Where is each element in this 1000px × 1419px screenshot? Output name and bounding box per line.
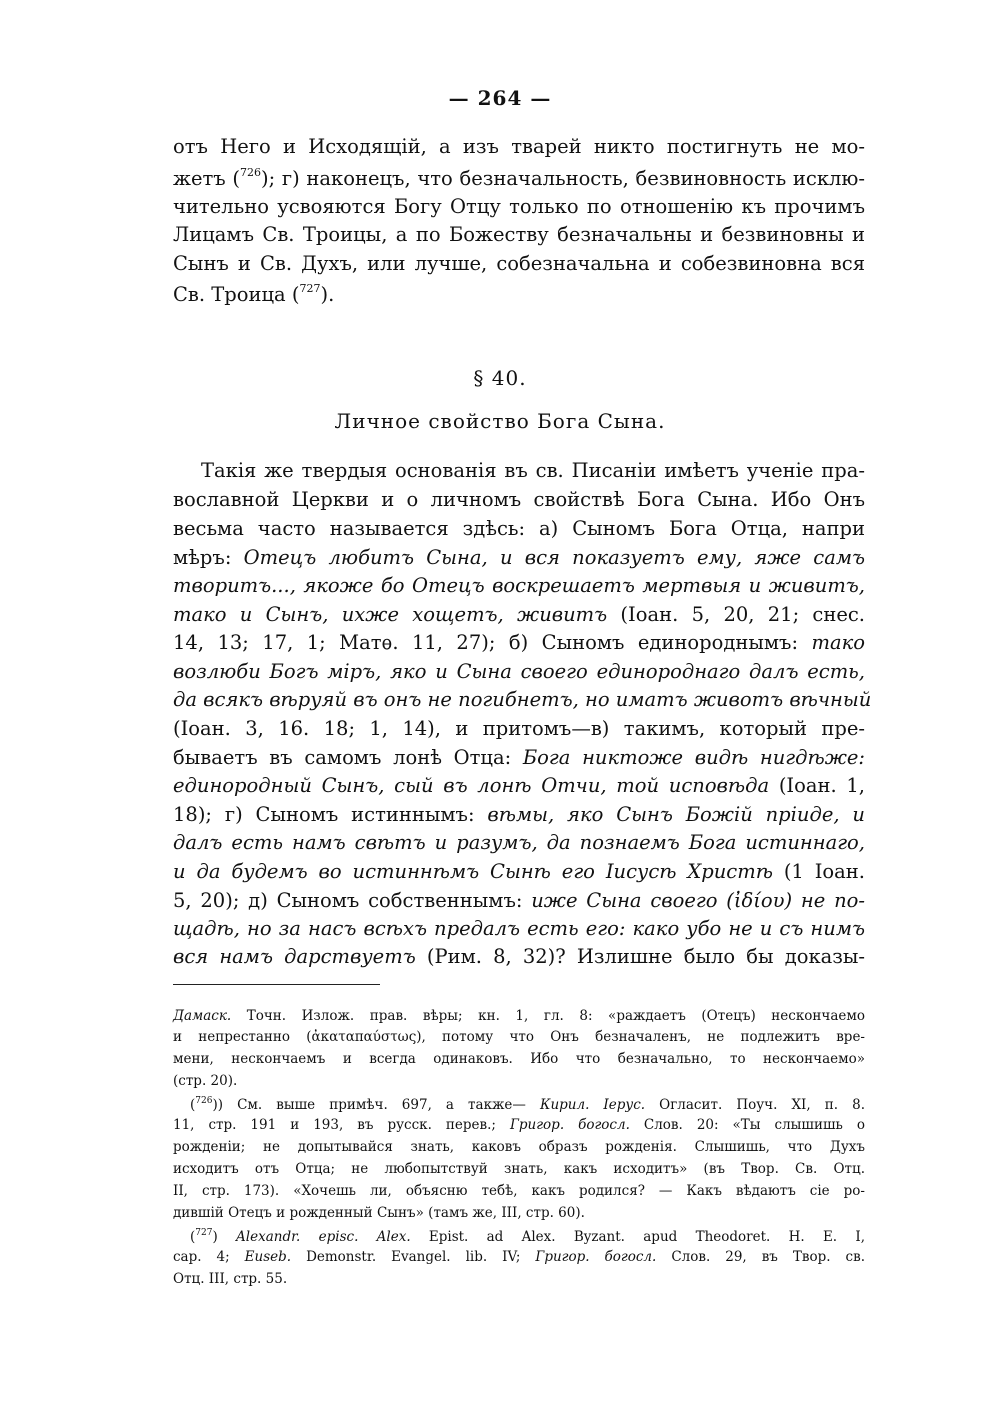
text-line	[173, 576, 865, 596]
footnote-number: 727	[195, 1228, 213, 1238]
text: мѣръ:	[173, 546, 244, 569]
text: Огласит. Поуч. XI, п. 8.	[645, 1097, 865, 1113]
text-line	[173, 519, 865, 539]
author-name: Кирил. Іерус.	[540, 1097, 646, 1113]
quote-text: и да будемъ во истиннѣмъ Сынѣ его Іисусѣ Христѣ	[173, 860, 773, 883]
text: вославной Церкви и о личномъ свойствѣ Бога Сына. Ибо Онъ	[173, 488, 865, 511]
footnote-line	[173, 1075, 865, 1089]
text: чительно усвояются Богу Отцу только по отношенію къ прочимъ	[173, 195, 865, 218]
footnote-number: 726	[195, 1096, 213, 1106]
section-number: § 40.	[473, 366, 527, 390]
text: (Іоан. 3, 16. 18; 1, 14), и притомъ—в) такимъ, который пре-	[173, 717, 865, 740]
quote-text: Бога никтоже видѣ нигдѣже:	[522, 746, 866, 769]
text: (Іоан. 5, 20, 21; снес.	[607, 603, 865, 626]
text-line	[173, 548, 865, 568]
text: 11, стр. 191 и 193, въ русск. перев.;	[173, 1117, 510, 1133]
footnote-ref: 726	[240, 166, 261, 179]
text: отъ Него и Исходящій, а изъ тварей никто постигнуть не мо-	[173, 135, 865, 158]
text: Слов. 29, въ Твор. св.	[656, 1249, 865, 1265]
text-line	[173, 167, 865, 189]
quote-text: творитъ..., якоже бо Отецъ воскрешаетъ мертвыя и живитъ,	[173, 574, 865, 597]
text: 14, 13; 17, 1; Матѳ. 11, 27); б) Сыномъ единороднымъ:	[173, 631, 812, 654]
text: (Іоан. 1,	[769, 774, 866, 797]
footnote-line	[173, 1141, 865, 1155]
quote-text: иже Сына своего (ἰδίου) не по-	[531, 889, 865, 912]
footnote-line	[173, 1010, 865, 1024]
text-line	[173, 833, 865, 853]
text-line	[173, 605, 865, 625]
text-line	[173, 137, 865, 157]
quote-text: далъ есть намъ свѣтъ и разумъ, да познаемъ Бога истиннаго,	[173, 831, 865, 854]
text: (Рим. 8, 32)? Излишне было бы доказы-	[415, 945, 866, 968]
text-line	[173, 947, 865, 967]
footnote-line: ($^{727}$) Alexandr. episc. Alex. Epist. ad Alex. Byzant. apud Theodoret. H. E. I,	[190, 1228, 865, 1245]
footnote-line	[173, 1031, 865, 1045]
quote-text: тако и Сынъ, ихже хощетъ, живитъ	[173, 603, 608, 626]
text-line	[173, 891, 865, 911]
text: Св. Троица (	[173, 283, 300, 306]
text: Demonstr. Evangel. lib. IV;	[291, 1249, 536, 1265]
text: Сынъ и Св. Духъ, или лучше, собезначальна и собезвиновна вся	[173, 252, 865, 275]
text: (	[190, 1097, 196, 1113]
footnote-line	[173, 1185, 865, 1199]
text: ) См. выше примѣч. 697, а также—	[217, 1097, 540, 1113]
text: дившій Отецъ и рожденный Сынъ» (тамъ же, III, стр. 60).	[173, 1205, 585, 1221]
quote-text: Отецъ любитъ Сына, и вся показуетъ ему, яже самъ	[243, 546, 865, 569]
footnote-line	[173, 1163, 865, 1177]
text: Epist. ad Alex. Byzant. apud Theodoret. H. E. I,	[410, 1229, 865, 1245]
text-line	[173, 719, 865, 739]
footnote-line: ($^{726}$)) См. выше примѣч. 697, а также— Кирил. Іерус. Огласит. Поуч. XI, п. 8.	[190, 1096, 865, 1113]
quote-text: вся намъ дарствуетъ	[173, 945, 416, 968]
text: Такія же твердыя основанія въ св. Писаніи имѣетъ ученіе пра-	[201, 459, 865, 482]
text-line	[173, 919, 865, 939]
text-line	[173, 283, 865, 305]
text: 18); г) Сыномъ истиннымъ:	[173, 803, 488, 826]
text-line	[173, 225, 865, 245]
text-line	[173, 254, 865, 274]
text: весьма часто называется здѣсь: а) Сыномъ Бога Отца, напри	[173, 517, 865, 540]
text: бываетъ въ самомъ лонѣ Отца:	[173, 746, 523, 769]
text-line	[173, 490, 865, 510]
text: II, стр. 173). «Хочешь ли, объясню тебѣ, какъ родился? — Какъ вѣдаютъ сіе ро-	[173, 1183, 865, 1199]
section-title: Личное свойство Бога Сына.	[334, 409, 666, 433]
text-line	[173, 805, 865, 825]
author-name: Дамаск.	[173, 1008, 232, 1024]
quote-text: щадѣ, но за насъ всѣхъ предалъ есть его: како убо не и съ нимъ	[173, 917, 865, 940]
text: жетъ (	[173, 167, 240, 190]
text-line	[173, 748, 865, 768]
text: ).	[320, 283, 335, 306]
text-line	[201, 461, 865, 481]
author-name: Григор. богосл.	[535, 1249, 657, 1265]
footnote-line	[173, 1207, 865, 1221]
text-line	[173, 633, 865, 653]
quote-text: единородный Сынъ, сый въ лонѣ Отчи, той исповѣда	[173, 774, 770, 797]
text-line	[173, 688, 872, 711]
text: мени, нескончаемъ и всегда одинаковъ. Ибо что безначально, то нескончаемо»	[173, 1051, 865, 1067]
quote-text: тако	[811, 631, 865, 654]
quote-text: возлюби Богъ міръ, яко и Сына своего единороднаго далъ есть,	[173, 660, 865, 683]
text: и непрестанно (ἀκαταπαύστως), потому что Онъ безначаленъ, не подлежитъ вре-	[173, 1029, 865, 1045]
text-line	[173, 862, 865, 882]
text: cap. 4;	[173, 1249, 245, 1265]
text: рожденіи; не допытывайся знать, каковъ образъ рожденія. Слышишь, что Духъ	[173, 1139, 865, 1155]
text: 5, 20); д) Сыномъ собственнымъ:	[173, 889, 532, 912]
text: Отц. III, стр. 55.	[173, 1271, 288, 1287]
text: Лицамъ Св. Троицы, а по Божеству безначальны и безвиновны и	[173, 223, 865, 246]
quote-text: вѣмы, яко Сынъ Божій пріиде, и	[487, 803, 865, 826]
text: Точн. Излож. прав. вѣры; кн. 1, гл. 8: «раждаетъ (Отецъ) нескончаемо	[231, 1008, 865, 1024]
footnote-line	[173, 1119, 865, 1133]
text: (1 Іоан.	[772, 860, 865, 883]
author-name: Euseb.	[244, 1249, 292, 1265]
footnote-ref: 727	[299, 282, 321, 295]
author-name: Alexandr. episc. Alex.	[236, 1229, 411, 1245]
quote-text: да всякъ вѣруяй въ онъ не погибнетъ, но иматъ животъ вѣчный	[173, 688, 872, 711]
text: (стр. 20).	[173, 1073, 238, 1089]
page-number: — 264 —	[448, 86, 552, 110]
text: исходитъ отъ Отца; не любопытствуй знать, какъ исходитъ» (въ Твор. Св. Отц.	[173, 1161, 865, 1177]
footnote-divider	[173, 984, 380, 985]
text-line	[173, 776, 865, 796]
footnote-line	[173, 1053, 865, 1067]
text-line	[173, 197, 865, 217]
text: ); г) наконецъ, что безначальность, безвиновность исклю-	[261, 167, 865, 190]
footnote-line	[173, 1251, 865, 1265]
text-line	[173, 662, 865, 682]
text: Слов. 20: «Ты слышишь о	[629, 1117, 866, 1133]
author-name: Григор. богосл.	[509, 1117, 630, 1133]
footnote-line	[173, 1273, 865, 1287]
